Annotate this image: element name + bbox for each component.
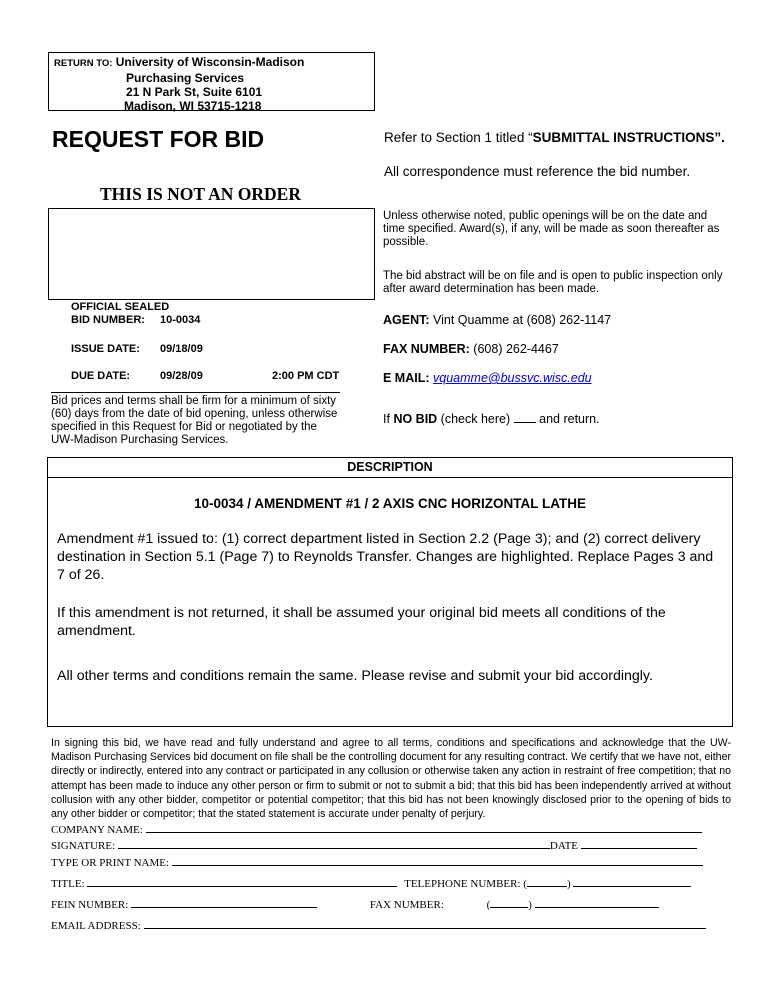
description-paragraph-1: Amendment #1 issued to: (1) correct department listed in Section 2.2 (Page 3); and (2) correct delivery destination in Section 5.1 (Page 7) to Reynolds Transfer. Changes are highlighted. Replace Pages 3 and 7 of 26. — [57, 531, 714, 583]
refer-bold: SUBMITTAL INSTRUCTIONS”. — [532, 130, 725, 145]
description-box — [47, 457, 733, 727]
telephone-label: TELEPHONE NUMBER: — [404, 878, 521, 890]
agent-value: Vint Quamme at (608) 262-1147 — [433, 313, 612, 327]
description-subtitle: 10-0034 / AMENDMENT #1 / 2 AXIS CNC HORIZONTAL LATHE — [193, 496, 587, 511]
due-time-value: 2:00 PM CDT — [272, 370, 340, 382]
description-header: DESCRIPTION — [48, 458, 732, 478]
no-bid-checkbox-line[interactable] — [514, 412, 536, 423]
telephone-area-field[interactable] — [527, 876, 567, 887]
fein-row: FEIN NUMBER: FAX NUMBER: ( ) — [51, 897, 659, 911]
no-bid-bold: NO BID — [393, 412, 438, 426]
date-field[interactable] — [581, 838, 697, 849]
agent-label: AGENT: — [383, 313, 430, 327]
refer-instructions — [384, 130, 725, 146]
type-name-field[interactable] — [172, 855, 703, 866]
bid-number-label: BID NUMBER: — [71, 314, 145, 326]
telephone-field[interactable] — [573, 876, 691, 887]
issue-date-label: ISSUE DATE: — [71, 343, 140, 355]
email-form-label: EMAIL ADDRESS: — [51, 920, 141, 932]
title-row: TITLE: TELEPHONE NUMBER: ( ) — [51, 876, 691, 890]
company-name-row — [51, 822, 702, 836]
due-date-value: 09/28/09 — [160, 370, 203, 382]
email-label: E MAIL: — [383, 371, 430, 385]
no-bid-middle: (check here) — [440, 412, 511, 426]
official-sealed-label: OFFICIAL SEALED — [71, 301, 170, 313]
fax-area-field[interactable] — [490, 897, 528, 908]
correspondence-note: All correspondence must reference the bid number. — [384, 164, 691, 179]
return-line-4: Madison, WI 53715-1218 — [124, 99, 262, 113]
issue-date-value: 09/18/09 — [160, 343, 203, 355]
return-to-label: RETURN TO: — [54, 58, 113, 69]
not-order-heading: THIS IS NOT AN ORDER — [100, 184, 301, 204]
agent-line — [383, 313, 611, 327]
page-title: REQUEST FOR BID — [52, 126, 265, 152]
certification-text: In signing this bid, we have read and fully understand and agree to all terms, conditions and specifications and acknowledge that the UW-Madison Purchasing Services bid document on file shall be the controlling document for any resulting contract. We certify that we have not, either directly or indirectly, entered into any contract or participated in any collusion or otherwise taken any action in restraint of free competition; that no attempt has been made to induce any other person or firm to submit or not to submit a bid; that this bid has been independently arrived at without collusion with any other bidder, competitor or potential competitor; that this bid has not been knowingly disclosed prior to the opening of bids to any other bidder or competitor; that the stated statement is accurate under penalty of perjury. — [51, 737, 731, 821]
title-label: TITLE: — [51, 878, 85, 890]
no-bid-prefix: If — [383, 412, 390, 426]
fax-line — [383, 342, 559, 356]
no-bid-line — [383, 412, 600, 426]
bidder-address-box — [48, 208, 375, 300]
firm-prices-note: Bid prices and terms shall be firm for a minimum of sixty (60) days from the date of bid opening, unless otherwise specified in this Request for Bid or negotiated by the UW-Madison Purchasing Services. — [51, 395, 338, 446]
email-field[interactable] — [144, 918, 706, 929]
fax-value: (608) 262-4467 — [473, 342, 559, 356]
signature-row — [51, 838, 697, 852]
signature-field[interactable] — [118, 838, 550, 849]
email-row — [51, 918, 706, 932]
title-field[interactable] — [87, 876, 397, 887]
due-date-label: DUE DATE: — [71, 370, 131, 382]
fax-field[interactable] — [535, 897, 659, 908]
signature-label: SIGNATURE: — [51, 840, 116, 852]
email-link[interactable]: vquamme@bussvc.wisc.edu — [433, 371, 592, 385]
fax-form-label: FAX NUMBER: — [369, 899, 444, 911]
divider — [51, 392, 340, 393]
bid-number-value: 10-0034 — [160, 314, 201, 326]
description-paragraph-2: If this amendment is not returned, it shall be assumed your original bid meets all conditions of the amendment. — [57, 605, 666, 639]
return-address-box — [48, 52, 375, 111]
company-name-field[interactable] — [146, 822, 702, 833]
refer-prefix: Refer to Section 1 titled “ — [384, 130, 533, 145]
fein-label: FEIN NUMBER: — [51, 899, 129, 911]
return-line-3: 21 N Park St, Suite 6101 — [126, 85, 263, 99]
abstract-note: The bid abstract will be on file and is open to public inspection only after award determination has been made. — [383, 270, 723, 295]
company-name-label: COMPANY NAME: — [51, 824, 143, 836]
openings-note: Unless otherwise noted, public openings will be on the date and time specified. Award(s), if any, will be made as soon thereafter as possible. — [383, 210, 720, 248]
return-line-2: Purchasing Services — [126, 71, 245, 85]
type-name-label: TYPE OR PRINT NAME: — [51, 857, 170, 869]
date-label: DATE — [549, 840, 579, 852]
fax-label: FAX NUMBER: — [383, 342, 470, 356]
fein-field[interactable] — [131, 897, 317, 908]
description-paragraph-3: All other terms and conditions remain the same. Please revise and submit your bid accordingly. — [57, 668, 653, 684]
no-bid-suffix: and return. — [539, 412, 600, 426]
email-line — [383, 371, 592, 385]
return-line-1: University of Wisconsin-Madison — [115, 55, 305, 69]
type-name-row — [51, 855, 703, 869]
